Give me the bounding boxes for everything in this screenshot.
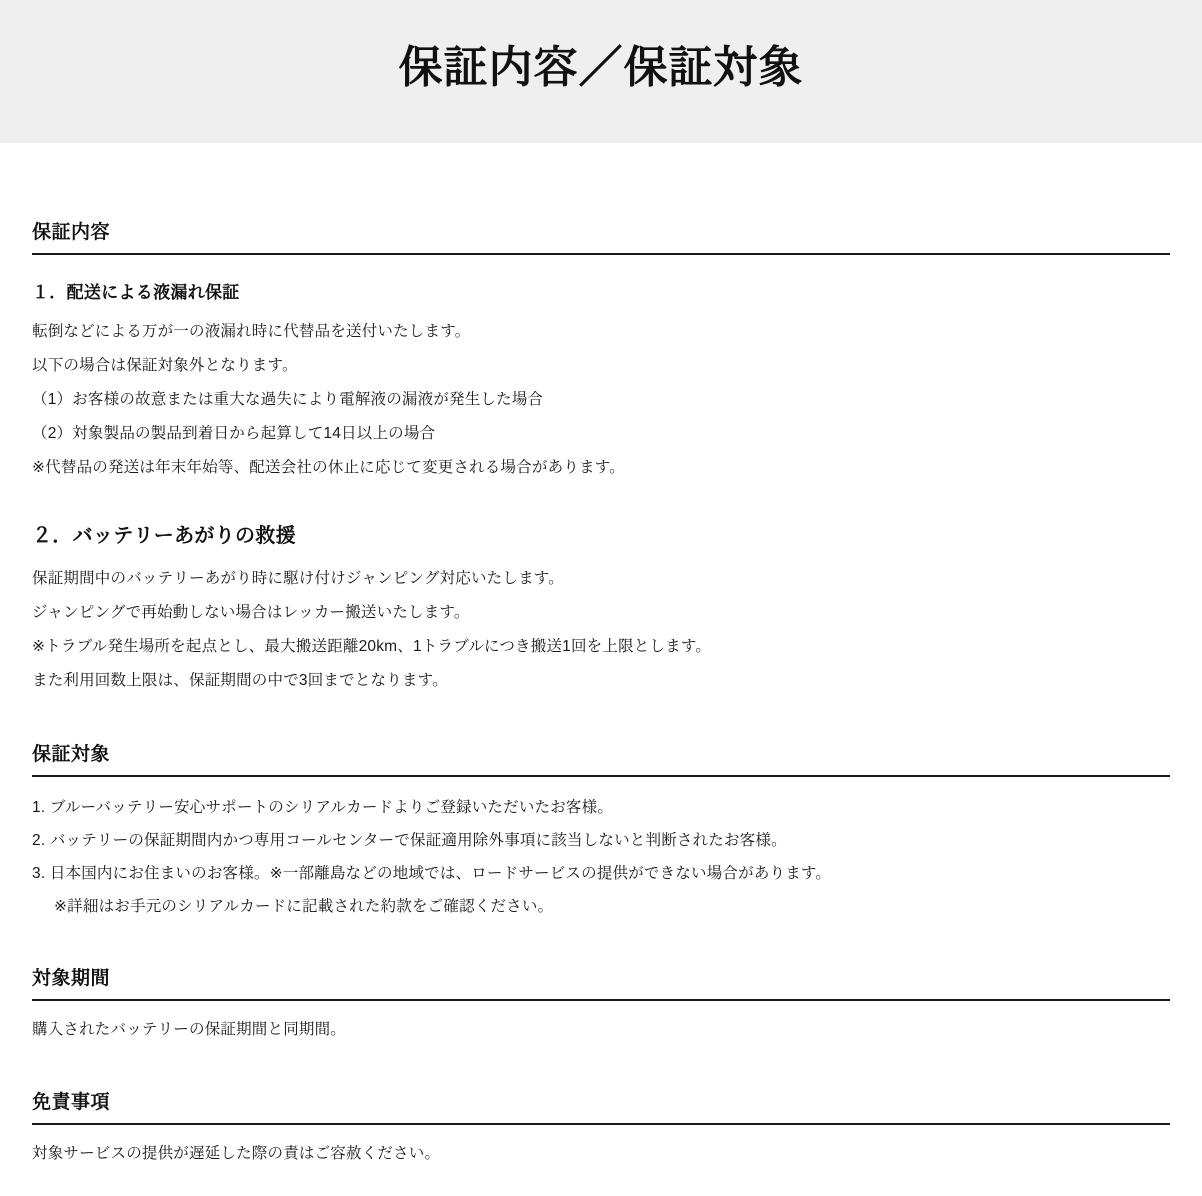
section-warranty-details xyxy=(32,217,1170,693)
battery-rescue-line-1: 保証期間中のバッテリーあがり時に駆け付けジャンピング対応いたします。 xyxy=(32,569,564,587)
battery-rescue-line-4: また利用回数上限は、保証期間の中で3回までとなります。 xyxy=(32,671,448,689)
leak-warranty-line-1: 転倒などによる万が一の液漏れ時に代替品を送付いたします。 xyxy=(32,323,471,340)
warranty-coverage-list xyxy=(32,795,1170,919)
battery-rescue-line-2: ジャンピングで再始動しない場合はレッカー搬送いたします。 xyxy=(32,603,470,621)
subheading-battery-rescue: ２．バッテリーあがりの救援 xyxy=(32,524,296,547)
battery-rescue-line-3: ※トラブル発生場所を起点とし、最大搬送距離20km、1トラブルにつき搬送1回を上限とします。 xyxy=(32,637,712,655)
section-coverage-period xyxy=(32,963,1170,1042)
battery-rescue-body xyxy=(32,566,1170,693)
subheading-leak-warranty: １．配送による液漏れ保証 xyxy=(32,283,240,302)
leak-warranty-line-2: 以下の場合は保証対象外となります。 xyxy=(32,357,298,375)
list-item: 2. バッテリーの保証期間内かつ専用コールセンターで保証適用除外事項に該当しないと判断されたお客様。 xyxy=(32,832,787,850)
coverage-period-line-1: 購入されたバッテリーの保証期間と同期間。 xyxy=(32,1021,347,1039)
leak-warranty-line-4: （2）対象製品の製品到着日から起算して14日以上の場合 xyxy=(32,425,436,443)
section-heading-disclaimer: 免責事項 xyxy=(32,1087,1170,1125)
page-title: 保証内容／保証対象 xyxy=(398,43,804,93)
section-disclaimer xyxy=(32,1087,1170,1166)
document-content xyxy=(0,217,1202,1196)
disclaimer-body xyxy=(32,1141,1170,1166)
section-heading-coverage-period: 対象期間 xyxy=(32,963,1170,1001)
page-header-band xyxy=(0,0,1202,143)
coverage-period-body xyxy=(32,1017,1170,1042)
leak-warranty-line-3: （1）お客様の故意または重大な過失により電解液の漏液が発生した場合 xyxy=(32,391,544,409)
list-item: 1. ブルーバッテリー安心サポートのシリアルカードよりご登録いただいたお客様。 xyxy=(32,798,614,816)
disclaimer-line-1: 対象サービスの提供が遅延した際の責はご容赦ください。 xyxy=(32,1144,441,1162)
section-heading-warranty-details: 保証内容 xyxy=(32,217,1170,255)
warranty-coverage-note: ※詳細はお手元のシリアルカードに記載された約款をご確認ください。 xyxy=(54,898,554,916)
leak-warranty-body xyxy=(32,319,1170,481)
leak-warranty-line-5: ※代替品の発送は年末年始等、配送会社の休止に応じて変更される場合があります。 xyxy=(32,459,625,477)
bottom-spacer xyxy=(32,1166,1170,1196)
list-item: 3. 日本国内にお住まいのお客様。※一部離島などの地域では、ロードサービスの提供ができない場合があります。 xyxy=(32,865,832,883)
section-heading-warranty-coverage: 保証対象 xyxy=(32,739,1170,777)
section-warranty-coverage xyxy=(32,739,1170,919)
